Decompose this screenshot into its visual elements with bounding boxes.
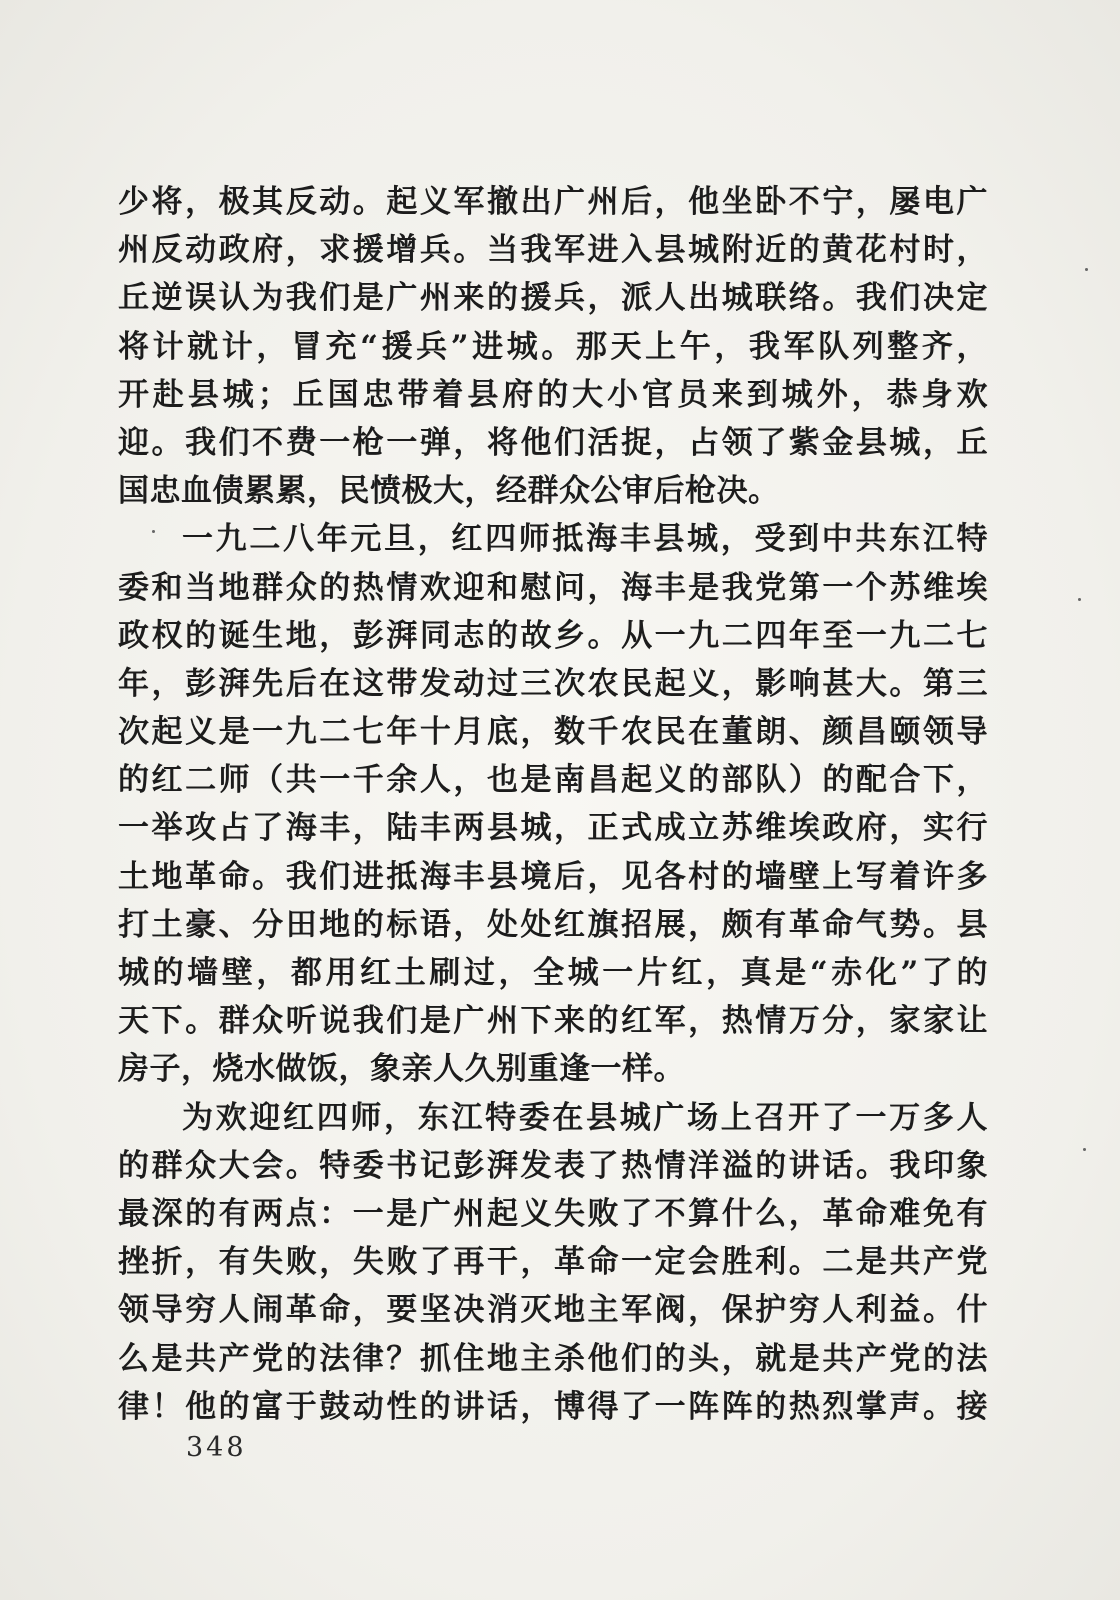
text-line-12: 次起义是一九二七年十月底，数千农民在董朗、颜昌颐领导 [118,714,988,751]
text-line-9: 委和当地群众的热情欢迎和慰问，海丰是我党第一个苏维埃 [118,569,988,606]
text-line-1: 少将，极其反动。起义军撤出广州后，他坐卧不宁，屡电广 [118,184,988,220]
text-line-4: 将计就计，冒充“援兵”进城。那天上午，我军队列整齐， [118,328,988,365]
text-line-26: 律！他的富于鼓动性的讲话，博得了一阵阵的热烈掌声。接 [118,1388,988,1425]
text-line-20: 为欢迎红四师，东江特委在县城广场上召开了一万多人 [182,1099,988,1136]
text-line-17: 城的墙壁，都用红土刷过，全城一片红，真是“赤化”了的 [118,955,988,991]
text-line-16: 打土豪、分田地的标语，处处红旗招展，颇有革命气势。县 [118,906,988,943]
text-line-15: 土地革命。我们进抵海丰县境后，见各村的墙壁上写着许多 [118,858,988,895]
text-line-21: 的群众大会。特委书记彭湃发表了热情洋溢的讲话。我印象 [118,1147,988,1184]
body-text [118,178,988,1431]
text-line-19: 房子，烧水做饭，象亲人久别重逢一样。 [118,1051,685,1088]
text-line-14: 一举攻占了海丰，陆丰两县城，正式成立苏维埃政府，实行 [118,810,988,847]
text-line-10: 政权的诞生地，彭湃同志的故乡。从一九二四年至一九二七 [118,617,988,654]
scan-speck [1078,598,1081,601]
text-line-24: 领导穷人闹革命，要坚决消灭地主军阀，保护穷人利益。什 [118,1292,988,1329]
text-line-23: 挫折，有失败，失败了再干，革命一定会胜利。二是共产党 [118,1244,988,1281]
text-line-5: 开赴县城；丘国忠带着县府的大小官员来到城外，恭身欢 [118,376,988,413]
text-line-25: 么是共产党的法律？抓住地主杀他们的头，就是共产党的法 [118,1340,988,1377]
text-line-2: 州反动政府，求援增兵。当我军进入县城附近的黄花村时， [118,232,988,269]
scan-speck [152,530,155,533]
page-number: 348 [186,1432,247,1463]
text-line-22: 最深的有两点：一是广州起义失败了不算什么，革命难免有 [118,1195,988,1232]
text-line-7: 国忠血债累累，民愤极大，经群众公审后枪决。 [118,473,780,510]
scan-speck [1083,1148,1086,1151]
text-line-18: 天下。群众听说我们是广州下来的红军，热情万分，家家让 [118,1003,988,1040]
text-line-13: 的红二师（共一千余人，也是南昌起义的部队）的配合下， [118,762,988,799]
text-line-8: 一九二八年元旦，红四师抵海丰县城，受到中共东江特 [182,521,988,558]
text-line-3: 丘逆误认为我们是广州来的援兵，派人出城联络。我们决定 [118,280,988,317]
text-line-11: 年，彭湃先后在这带发动过三次农民起义，影响甚大。第三 [118,665,988,702]
text-line-6: 迎。我们不费一枪一弹，将他们活捉，占领了紫金县城，丘 [118,424,988,461]
scan-speck [1085,268,1088,271]
